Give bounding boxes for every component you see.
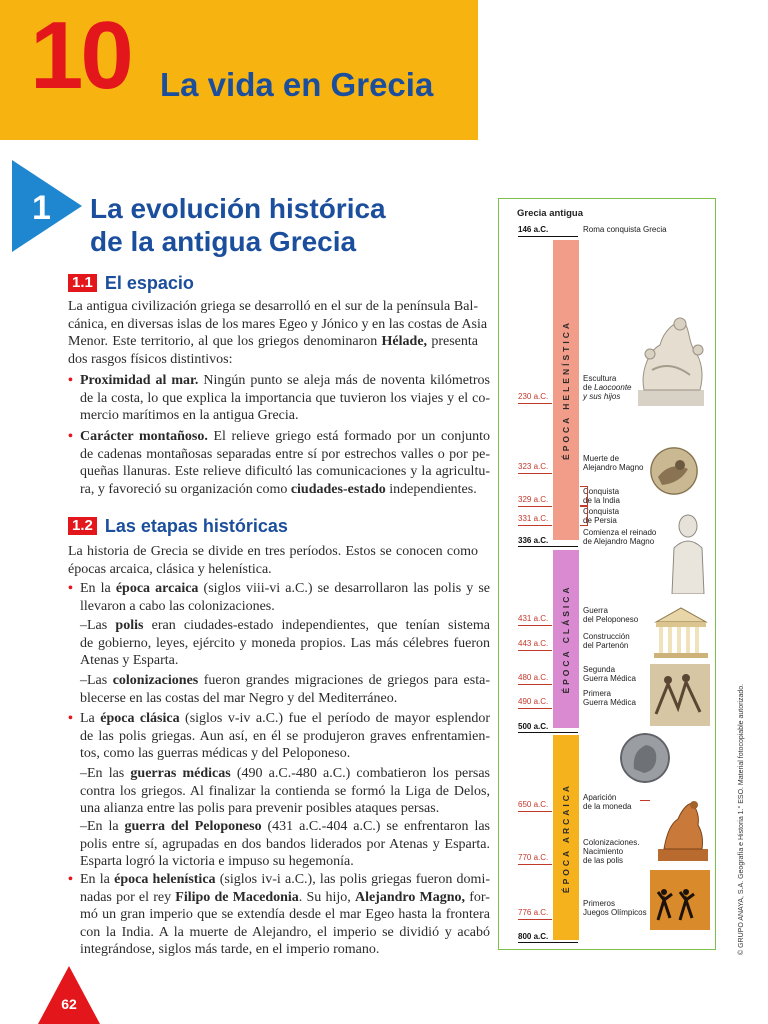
term-helade: Hélade, <box>381 334 428 349</box>
event-guerra-peloponeso <box>583 606 638 624</box>
text-span: Alejandro Magno <box>583 463 644 472</box>
text-span: (siglos viii-vi a.C.) se desarrollaron las polis y se <box>198 581 491 596</box>
text-line: Atenas y Esparta. <box>80 653 179 668</box>
bullet-clasica <box>68 710 490 763</box>
event-connector <box>640 800 650 801</box>
term: polis <box>115 618 144 633</box>
text-line <box>80 672 490 690</box>
era-label: ÉPOCA ARCAICA <box>561 782 571 893</box>
bullet-helenistica <box>68 871 490 959</box>
text-span: Menor. Este territorio, al que los griegos denominaron <box>68 334 382 349</box>
event-roma-conquista: Roma conquista Grecia <box>583 225 667 234</box>
timeline-date: 146 a.C. <box>518 225 549 234</box>
text-span: Primeros <box>583 899 616 908</box>
event-primera-guerra-medica <box>583 689 636 707</box>
text-line <box>80 889 490 907</box>
text-line <box>80 481 490 499</box>
coin-illustration <box>620 733 670 783</box>
text-span: Guerra <box>583 606 608 615</box>
text-line: La antigua civilización griega se desarrolló en el sur de la península Bal- <box>68 299 478 314</box>
text-span: de Persia <box>583 516 617 525</box>
text-span: Ningún punto se aleja más de noventa kilómetros <box>198 373 490 388</box>
subsection-title: Las etapas históricas <box>104 515 288 536</box>
text-span: En la <box>80 581 116 596</box>
bullet-dot: • <box>68 581 73 596</box>
subsection-number: 1.1 <box>68 274 97 292</box>
text-span: de la moneda <box>583 802 632 811</box>
term: colonizaciones <box>112 673 199 688</box>
event-colonizaciones <box>583 838 639 865</box>
bullet-montanoso <box>68 428 490 498</box>
text-span: Construcción <box>583 632 630 641</box>
term: época clásica <box>100 711 180 726</box>
event-reinado-alejandro <box>583 528 656 546</box>
page-number-triangle <box>38 966 100 1024</box>
text-span: (490 a.C.-480 a.C.) combatieron los persas <box>230 766 490 781</box>
timeline-tick <box>518 650 552 651</box>
chapter-number: 10 <box>30 2 131 109</box>
timeline-tick <box>518 473 552 474</box>
text-span: . Su hijo, <box>298 889 355 905</box>
timeline-date: 331 a.C. <box>518 514 549 523</box>
term: Alejandro Magno, <box>354 889 466 905</box>
event-conquista-india <box>583 487 620 505</box>
section-title-line: La evolución histórica <box>90 193 386 224</box>
timeline-date: 776 a.C. <box>518 908 549 917</box>
text-line: de las polis griegas. Aun así, en él se produjeron graves enfrentamien- <box>80 728 490 744</box>
text-span: del Peloponeso <box>583 615 639 624</box>
alejandro-mosaic-illustration <box>650 447 698 495</box>
subsection-number: 1.2 <box>68 517 97 535</box>
era-label: ÉPOCA CLÁSICA <box>561 584 571 694</box>
timeline-tick <box>518 732 578 733</box>
text-span: En la <box>80 872 115 887</box>
timeline-tick <box>518 525 552 526</box>
event-connector <box>580 506 588 526</box>
text-line <box>80 818 490 836</box>
section-title-line: de la antigua Grecia <box>90 226 357 257</box>
timeline-title: Grecia antigua <box>517 208 583 219</box>
term: Proximidad al mar. <box>80 373 199 388</box>
paragraph-colonizaciones <box>68 672 490 707</box>
timeline-tick <box>518 625 552 626</box>
text-span: (siglos v-iv a.C.) fue el período de mayor esplendor <box>179 711 491 726</box>
text-line: mó un gran imperio que se extendía desde el mar Egeo hasta la frontera <box>80 907 490 922</box>
event-construccion-partenon <box>583 632 630 650</box>
text-span: Guerra Médica <box>583 674 636 683</box>
text-span: Guerra Médica <box>583 698 636 707</box>
text-line: integrándose, siglos más tarde, en el imperio romano. <box>80 942 380 957</box>
timeline-date: 323 a.C. <box>518 462 549 471</box>
term: guerra del Peloponeso <box>124 819 262 834</box>
parthenon-illustration <box>652 602 710 660</box>
event-laocoonte <box>583 374 632 401</box>
timeline-tick <box>518 546 578 547</box>
text-span: de <box>583 383 595 392</box>
text-line: dos rasgos físicos distintivos: <box>68 351 233 367</box>
era-bar-clasica <box>553 550 579 728</box>
event-juegos-olimpicos <box>583 899 647 917</box>
text-line: La historia de Grecia se divide en tres períodos. Estos se conocen como <box>68 544 478 559</box>
text-span: –Las <box>80 673 113 688</box>
timeline-date: 500 a.C. <box>518 722 549 731</box>
text-line: de cadenas montañosas separadas entre sí por estrechos valles o por pe- <box>80 446 490 462</box>
text-span: ra, y favoreció su organización como <box>80 481 291 497</box>
text-span: (431 a.C.-404 a.C.) se enfrentaron las <box>261 819 490 834</box>
text-span: Nacimiento <box>583 847 624 856</box>
bullet-arcaica <box>68 580 490 615</box>
bullet-proximidad <box>68 372 490 425</box>
text-line: llevaron a cabo las colonizaciones. <box>80 598 275 614</box>
text-span: Escultura <box>583 374 617 383</box>
text-span: Laocoonte <box>594 383 632 392</box>
paragraph-guerras-medicas <box>68 765 490 818</box>
term: Filipo de Macedonia <box>175 889 299 905</box>
section-number: 1 <box>32 189 51 227</box>
subsection-title: El espacio <box>104 272 194 293</box>
text-line <box>80 580 490 598</box>
text-line: mercio marítimos en la antigua Grecia. <box>80 408 299 423</box>
text-line <box>80 765 490 783</box>
timeline-tick <box>518 811 552 812</box>
text-span: –Las <box>80 618 116 633</box>
timeline-tick <box>518 708 552 709</box>
text-span: Segunda <box>583 665 616 674</box>
event-aparicion-moneda <box>583 793 631 811</box>
text-line <box>80 710 490 728</box>
text-span: La <box>80 711 101 726</box>
colonization-sculpture-illustration <box>654 795 710 867</box>
event-conquista-persia <box>583 507 619 525</box>
text-span: –En la <box>80 819 125 834</box>
event-connector <box>580 486 588 506</box>
paragraph-etapas-intro <box>68 543 478 578</box>
text-line <box>68 333 478 351</box>
text-line <box>80 617 490 635</box>
text-span: presenta <box>427 334 478 349</box>
term: época arcaica <box>115 581 199 596</box>
text-line: tos, como las guerras médicas y del Peloponeso. <box>80 746 351 761</box>
text-line: contra los griegos. Al finalizar la contienda se formó la Liga de Delos, <box>80 783 490 799</box>
event-muerte-alejandro <box>583 454 643 472</box>
section-title <box>90 192 490 258</box>
text-line: épocas arcaica, clásica y helenística. <box>68 561 272 577</box>
text-span: –En las <box>80 766 131 781</box>
text-line: de gobierno, leyes, ejército y moneda propios. Las más célebres fueron <box>80 635 490 651</box>
text-span: El relieve griego está formado por un conjunto <box>207 429 490 444</box>
timeline-date: 336 a.C. <box>518 536 549 545</box>
term: época helenística <box>114 872 216 887</box>
text-span: nadas por el rey <box>80 889 176 905</box>
laocoonte-sculpture-illustration <box>630 310 710 410</box>
text-span: Comienza el reinado <box>583 528 657 537</box>
alejandro-bust-illustration <box>668 512 708 594</box>
text-span: for- <box>465 889 490 905</box>
text-span: Aparición <box>583 793 617 802</box>
text-span: Juegos Olímpicos <box>583 908 647 917</box>
text-span: Colonizaciones. <box>583 838 640 847</box>
text-span: Muerte de <box>583 454 620 463</box>
text-span: Conquista <box>583 487 620 496</box>
era-label: ÉPOCA HELENÍSTICA <box>561 320 571 460</box>
timeline-tick <box>518 236 578 237</box>
era-bar-arcaica <box>553 735 579 940</box>
text-line: con la India. A la muerte de Alejandro, el imperio se dividió y acabó <box>80 924 490 940</box>
text-line: cánica, en diversas islas de los mares Egeo y Jónico y en las costas de Asia <box>68 316 488 332</box>
timeline-tick <box>518 684 552 685</box>
text-span: independientes. <box>385 481 477 497</box>
subsection-heading-etapas <box>68 515 288 537</box>
text-line <box>80 372 490 390</box>
timeline-date: 431 a.C. <box>518 614 549 623</box>
text-line: queñas llanuras. Este relieve dificultó las comunicaciones y la agricultu- <box>80 464 490 479</box>
bullet-dot: • <box>68 872 73 887</box>
text-line <box>80 428 490 446</box>
text-span: de Alejandro Magno <box>583 537 655 546</box>
timeline-tick <box>518 403 552 404</box>
timeline-date: 770 a.C. <box>518 853 549 862</box>
timeline-tick <box>518 942 578 943</box>
text-span: y sus hijos <box>583 392 621 401</box>
text-line <box>80 871 490 889</box>
page-number: 62 <box>61 996 77 1012</box>
copyright-notice: © GRUPO ANAYA, S.A. Geografía e Historia 1.° ESO. Material fotocopiable autorizado. <box>738 683 745 955</box>
medic-war-vase-illustration <box>650 664 710 726</box>
text-span: eran ciudades-estado independientes, que tenían sistema <box>143 618 490 633</box>
timeline-tick <box>518 919 552 920</box>
timeline-date: 490 a.C. <box>518 697 549 706</box>
olympic-runners-vase-illustration <box>650 870 710 930</box>
term: ciudades-estado <box>290 481 386 497</box>
term: Carácter montañoso. <box>80 429 208 444</box>
paragraph-espacio-intro <box>68 298 488 368</box>
timeline-date: 650 a.C. <box>518 800 549 809</box>
timeline-tick <box>518 864 552 865</box>
text-span: fueron grandes migraciones de griegos para esta- <box>198 673 490 688</box>
era-bar-helenistica <box>553 240 579 540</box>
text-span: del Partenón <box>583 641 629 650</box>
text-span: Primera <box>583 689 612 698</box>
text-span: de la India <box>583 496 620 505</box>
timeline-date: 480 a.C. <box>518 673 549 682</box>
paragraph-guerra-peloponeso <box>68 818 490 871</box>
bullet-dot: • <box>68 373 73 388</box>
paragraph-polis <box>68 617 490 670</box>
chapter-title: La vida en Grecia <box>160 66 434 103</box>
subsection-heading-espacio <box>68 272 194 294</box>
term: guerras médicas <box>130 766 231 781</box>
bullet-dot: • <box>68 711 73 726</box>
text-span: de las polis <box>583 856 624 865</box>
bullet-dot: • <box>68 429 73 444</box>
text-line: blecerse en las costas del mar Negro y del Mediterráneo. <box>80 690 398 706</box>
text-line: de la costa, lo que explica la importancia que tuvieron los viajes y el co- <box>80 390 490 406</box>
timeline-date: 443 a.C. <box>518 639 549 648</box>
timeline-date: 329 a.C. <box>518 495 549 504</box>
timeline-date: 230 a.C. <box>518 392 549 401</box>
text-span: (siglos iv-i a.C.), las polis griegas fueron domi- <box>215 872 490 887</box>
event-segunda-guerra-medica <box>583 665 636 683</box>
text-line: Esparta logró la victoria e impuso su hegemonía. <box>80 854 354 869</box>
text-line: una alianza entre las polis para prevenir posibles ataques persas. <box>80 801 440 816</box>
timeline-tick <box>518 506 552 507</box>
timeline-date: 800 a.C. <box>518 932 549 941</box>
text-line: polis entre sí, agrupadas en dos bandos liderados por Atenas y Esparta. <box>80 836 490 852</box>
text-span: Conquista <box>583 507 620 516</box>
